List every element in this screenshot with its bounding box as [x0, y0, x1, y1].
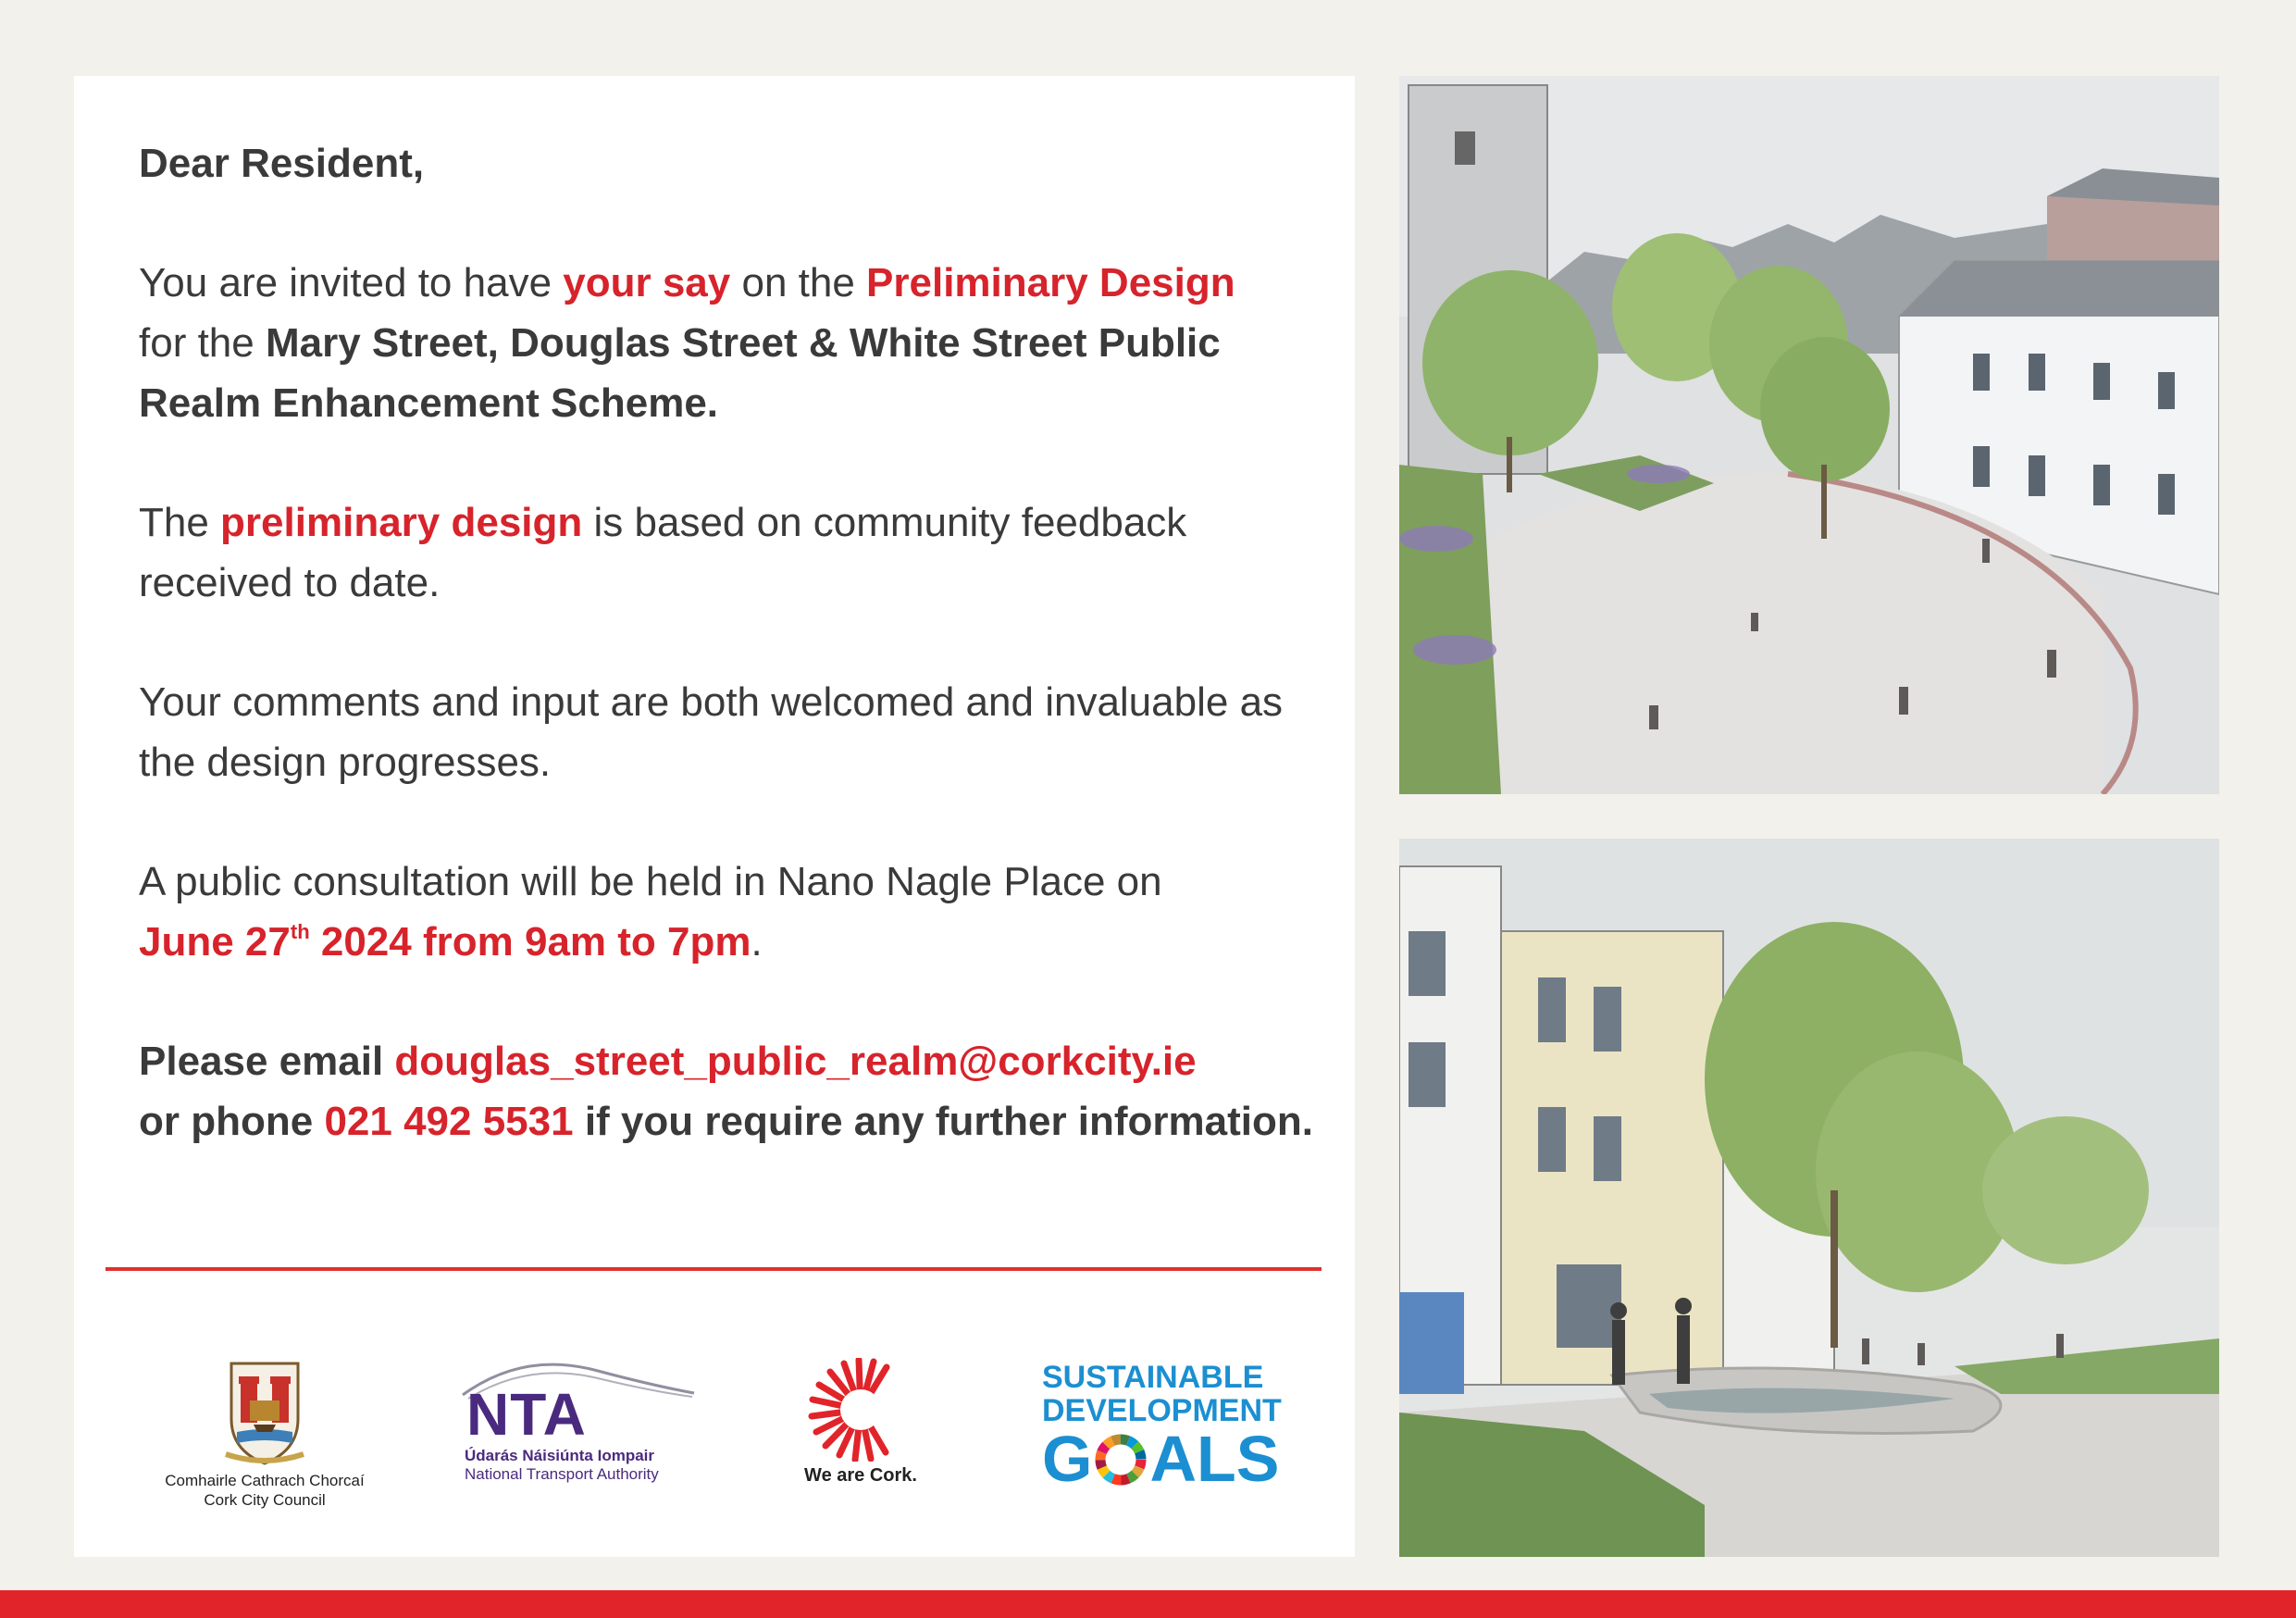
- street-level-image: [1399, 839, 2219, 1557]
- phone-link[interactable]: 021 492 5531: [324, 1099, 574, 1144]
- sdg-goals-word: G ALS: [1042, 1423, 1280, 1495]
- invitation-paragraph: You are invited to have your say on the Preliminary Design for the Mary Street, Douglas Street & White Street Public Realm Enhancement Scheme.: [139, 260, 1235, 426]
- sdg-logo: SUSTAINABLE DEVELOPMENT G ALS: [1042, 1360, 1282, 1495]
- cork-council-caption: Comhairle Cathrach Chorcaí Cork City Council: [165, 1472, 365, 1509]
- aerial-square-image: [1399, 76, 2219, 794]
- consultation-paragraph: A public consultation will be held in Nano Nagle Place on June 27th 2024 from 9am to 7pm.: [139, 859, 1162, 965]
- we-are-cork-logo: [796, 1358, 925, 1487]
- letter-body: [139, 133, 1333, 1211]
- we-are-cork-caption: We are Cork.: [804, 1465, 917, 1486]
- your-say-highlight: your say: [563, 260, 731, 305]
- nta-mark: NTA: [466, 1381, 587, 1448]
- sdg-wheel-icon: [1092, 1435, 1149, 1487]
- bottom-illustration: [1399, 839, 2219, 1557]
- email-link[interactable]: douglas_street_public_realm@corkcity.ie: [394, 1039, 1197, 1084]
- scheme-name: Mary Street, Douglas Street & White Street Public Realm Enhancement Scheme.: [139, 320, 1221, 426]
- salutation: Dear Resident,: [139, 141, 425, 186]
- crest-icon: [200, 1358, 329, 1467]
- divider: [105, 1267, 1322, 1271]
- preliminary-design-highlight: Preliminary Design: [866, 260, 1235, 305]
- consultation-date: June 27th 2024 from 9am to 7pm: [139, 919, 751, 965]
- nta-logo: NTA Údarás Náisiúnta Iompair National Transport Authority: [459, 1358, 700, 1487]
- letter-panel: [74, 76, 1355, 1557]
- contact-paragraph: Please email douglas_street_public_realm@corkcity.ie or phone 021 492 5531 if you require any further information.: [139, 1039, 1314, 1144]
- cork-council-logo: [165, 1358, 365, 1509]
- top-illustration: [1399, 76, 2219, 794]
- cork-c-icon: [805, 1358, 916, 1462]
- comments-paragraph: Your comments and input are both welcomed and invaluable as the design progresses.: [139, 679, 1284, 785]
- design-paragraph: The preliminary design is based on community feedback received to date.: [139, 500, 1187, 605]
- footer-red-bar: [0, 1590, 2296, 1618]
